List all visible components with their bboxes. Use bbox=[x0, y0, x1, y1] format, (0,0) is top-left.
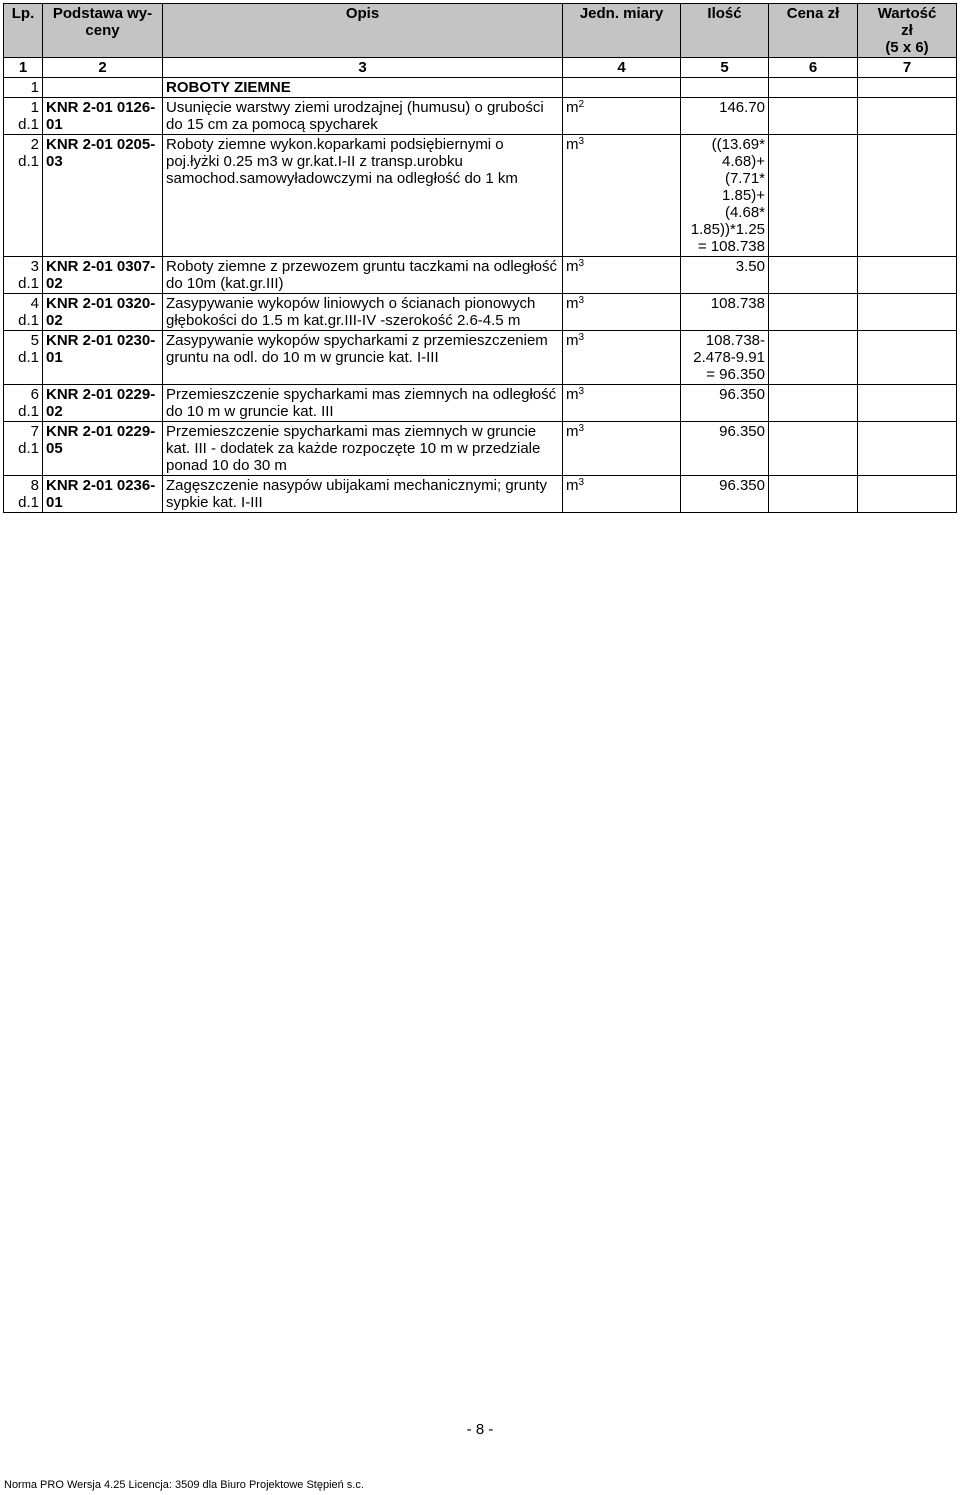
row-wartosc bbox=[858, 385, 957, 422]
unit-exponent: 3 bbox=[578, 258, 585, 269]
row-ilosc: 96.350 bbox=[681, 385, 769, 422]
row-cena bbox=[769, 331, 858, 385]
table-row bbox=[4, 294, 957, 331]
section-title: ROBOTY ZIEMNE bbox=[163, 78, 563, 98]
unit-exponent: 3 bbox=[578, 332, 585, 343]
table-row bbox=[4, 98, 957, 135]
unit-base: m bbox=[566, 386, 579, 403]
row-opis: Przemieszczenie spycharkami mas ziemnych w gruncie kat. III - dodatek za każde rozpoczęte 10 m w przedziale ponad 10 do 30 m bbox=[163, 422, 563, 476]
footer-license: Norma PRO Wersja 4.25 Licencja: 3509 dla Biuro Projektowe Stępień s.c. bbox=[4, 1479, 364, 1491]
table-row bbox=[4, 476, 957, 513]
row-lp: 2 d.1 bbox=[4, 135, 43, 257]
unit-base: m bbox=[566, 136, 579, 153]
row-cena bbox=[769, 422, 858, 476]
column-number: 5 bbox=[681, 58, 769, 78]
empty-cell bbox=[563, 78, 681, 98]
row-opis: Zagęszczenie nasypów ubijakami mechanicznymi; grunty sypkie kat. I-III bbox=[163, 476, 563, 513]
column-number: 7 bbox=[858, 58, 957, 78]
row-opis: Zasypywanie wykopów liniowych o ścianach pionowych głębokości do 1.5 m kat.gr.III-IV -szerokość 2.6-4.5 m bbox=[163, 294, 563, 331]
column-number: 6 bbox=[769, 58, 858, 78]
unit-base: m bbox=[566, 295, 579, 312]
row-jednostka bbox=[563, 294, 681, 331]
row-kod: KNR 2-01 0205-03 bbox=[43, 135, 163, 257]
unit-base: m bbox=[566, 423, 579, 440]
table-body bbox=[4, 78, 957, 513]
table-row bbox=[4, 257, 957, 294]
row-wartosc bbox=[858, 476, 957, 513]
unit-exponent: 3 bbox=[578, 477, 585, 488]
row-lp: 6 d.1 bbox=[4, 385, 43, 422]
row-wartosc bbox=[858, 422, 957, 476]
column-number-row bbox=[4, 58, 957, 78]
row-kod: KNR 2-01 0236-01 bbox=[43, 476, 163, 513]
header-cena: Cena zł bbox=[769, 4, 858, 58]
table-row bbox=[4, 422, 957, 476]
unit-base: m bbox=[566, 332, 579, 349]
header-opis: Opis bbox=[163, 4, 563, 58]
row-lp: 3 d.1 bbox=[4, 257, 43, 294]
row-opis: Przemieszczenie spycharkami mas ziemnych na odległość do 10 m w gruncie kat. III bbox=[163, 385, 563, 422]
row-jednostka bbox=[563, 385, 681, 422]
row-lp: 5 d.1 bbox=[4, 331, 43, 385]
row-jednostka bbox=[563, 98, 681, 135]
unit-exponent: 3 bbox=[578, 295, 585, 306]
row-kod: KNR 2-01 0229-02 bbox=[43, 385, 163, 422]
row-ilosc: 3.50 bbox=[681, 257, 769, 294]
column-number: 1 bbox=[4, 58, 43, 78]
row-kod: KNR 2-01 0229-05 bbox=[43, 422, 163, 476]
row-jednostka bbox=[563, 422, 681, 476]
header-ilosc: Ilość bbox=[681, 4, 769, 58]
unit-exponent: 3 bbox=[578, 423, 585, 434]
row-kod: KNR 2-01 0230-01 bbox=[43, 331, 163, 385]
row-jednostka bbox=[563, 331, 681, 385]
row-ilosc: 96.350 bbox=[681, 476, 769, 513]
row-cena bbox=[769, 385, 858, 422]
table-row bbox=[4, 135, 957, 257]
unit-exponent: 3 bbox=[578, 386, 585, 397]
empty-cell bbox=[43, 78, 163, 98]
row-kod: KNR 2-01 0126-01 bbox=[43, 98, 163, 135]
header-wartosc-currency: zł bbox=[901, 22, 913, 39]
header-wartosc-label: Wartość bbox=[877, 5, 937, 22]
empty-cell bbox=[769, 78, 858, 98]
unit-base: m bbox=[566, 99, 579, 116]
page-number: - 8 - bbox=[466, 1421, 494, 1438]
header-wartosc-formula: (5 x 6) bbox=[885, 39, 929, 56]
column-number: 4 bbox=[563, 58, 681, 78]
row-ilosc: 96.350 bbox=[681, 422, 769, 476]
section-row bbox=[4, 78, 957, 98]
header-wartosc bbox=[858, 4, 957, 58]
header-lp: Lp. bbox=[4, 4, 43, 58]
row-cena bbox=[769, 135, 858, 257]
column-number: 2 bbox=[43, 58, 163, 78]
unit-exponent: 2 bbox=[578, 99, 585, 110]
row-jednostka bbox=[563, 257, 681, 294]
cost-estimate-table bbox=[3, 3, 957, 513]
header-podstawa: Podstawa wy-ceny bbox=[43, 4, 163, 58]
row-opis: Roboty ziemne z przewozem gruntu taczkami na odległość do 10m (kat.gr.III) bbox=[163, 257, 563, 294]
row-cena bbox=[769, 257, 858, 294]
row-ilosc: 146.70 bbox=[681, 98, 769, 135]
row-wartosc bbox=[858, 135, 957, 257]
row-kod: KNR 2-01 0307-02 bbox=[43, 257, 163, 294]
row-kod: KNR 2-01 0320-02 bbox=[43, 294, 163, 331]
column-number: 3 bbox=[163, 58, 563, 78]
row-ilosc: 108.738-2.478-9.91 = 96.350 bbox=[681, 331, 769, 385]
row-cena bbox=[769, 98, 858, 135]
table-header-row bbox=[4, 4, 957, 58]
row-wartosc bbox=[858, 257, 957, 294]
row-wartosc bbox=[858, 331, 957, 385]
header-jednostka: Jedn. miary bbox=[563, 4, 681, 58]
table-row bbox=[4, 385, 957, 422]
unit-base: m bbox=[566, 258, 579, 275]
row-lp: 1 d.1 bbox=[4, 98, 43, 135]
row-jednostka bbox=[563, 135, 681, 257]
row-ilosc: ((13.69* 4.68)+(7.71* 1.85)+(4.68* 1.85))*1.25 = 108.738 bbox=[681, 135, 769, 257]
row-opis: Roboty ziemne wykon.koparkami podsiębiernymi o poj.łyżki 0.25 m3 w gr.kat.I-II z transp.urobku samochod.samowyładowczymi na odległość do 1 km bbox=[163, 135, 563, 257]
table-row bbox=[4, 331, 957, 385]
row-cena bbox=[769, 294, 858, 331]
row-wartosc bbox=[858, 98, 957, 135]
row-lp: 8 d.1 bbox=[4, 476, 43, 513]
section-lp: 1 bbox=[4, 78, 43, 98]
empty-cell bbox=[681, 78, 769, 98]
row-lp: 4 d.1 bbox=[4, 294, 43, 331]
row-opis: Zasypywanie wykopów spycharkami z przemieszczeniem gruntu na odl. do 10 m w gruncie kat. I-III bbox=[163, 331, 563, 385]
row-jednostka bbox=[563, 476, 681, 513]
unit-exponent: 3 bbox=[578, 136, 585, 147]
row-opis: Usunięcie warstwy ziemi urodzajnej (humusu) o grubości do 15 cm za pomocą spycharek bbox=[163, 98, 563, 135]
row-ilosc: 108.738 bbox=[681, 294, 769, 331]
row-cena bbox=[769, 476, 858, 513]
unit-base: m bbox=[566, 477, 579, 494]
row-lp: 7 d.1 bbox=[4, 422, 43, 476]
empty-cell bbox=[858, 78, 957, 98]
row-wartosc bbox=[858, 294, 957, 331]
